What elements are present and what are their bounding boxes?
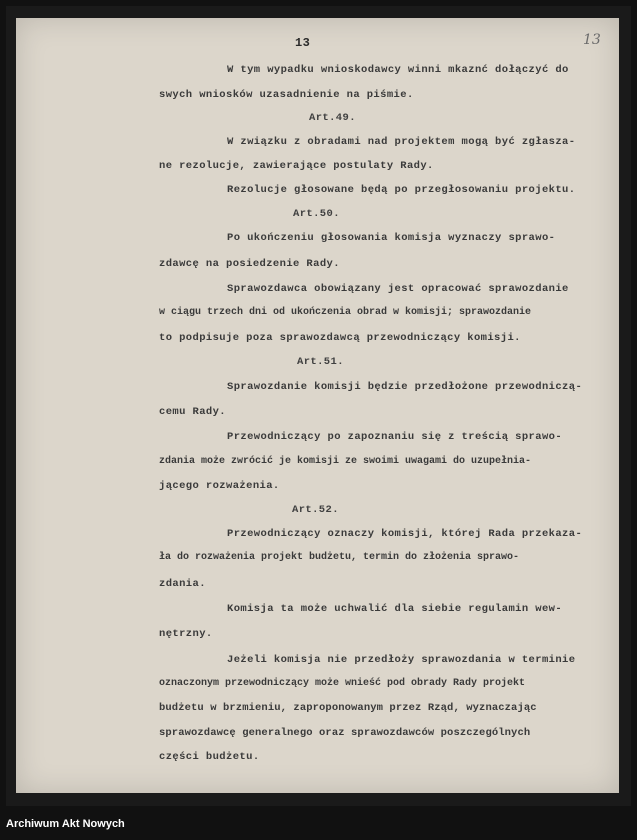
text-line: nętrzny. [159,628,213,640]
text-line: cemu Rady. [159,406,227,418]
article-heading: Art.50. [293,208,340,220]
text-line: Rezolucje głosowane będą po przegłosowaniu projektu. [227,184,576,196]
text-line: oznaczonym przewodniczący może wnieść pod obrady Rady projekt [159,678,526,689]
text-line: w ciągu trzech dni od ukończenia obrad w komisji; sprawozdanie [159,307,532,318]
archive-footer [0,806,637,840]
text-line: W związku z obradami nad projektem mogą być zgłasza- [227,136,576,148]
text-line: ne rezolucje, zawierające postulaty Rady. [159,160,434,172]
text-line: zdania może zwrócić je komisji ze swoimi uwagami do uzupełnia- [159,456,532,467]
text-line: zdawcę na posiedzenie Rady. [159,258,340,270]
text-line: Po ukończeniu głosowania komisja wyznaczy sprawo- [227,232,556,244]
article-heading: Art.49. [309,112,356,124]
page-number: 13 [295,36,311,50]
text-line: sprawozdawcę generalnego oraz sprawozdawców poszczególnych [159,727,531,739]
text-line: Przewodniczący oznaczy komisji, której Rada przekaza- [227,528,583,540]
text-line: Sprawozdanie komisji będzie przedłożone przewodniczą- [227,381,583,393]
archive-label: Archiwum Akt Nowych [6,818,125,830]
text-line: ła do rozważenia projekt budżetu, termin do złożenia sprawo- [159,552,520,563]
article-heading: Art.51. [297,356,344,368]
pencil-page-number: 13 [583,32,601,48]
article-heading: Art.52. [292,504,339,516]
text-line: części budżetu. [159,751,260,763]
text-line: swych wniosków uzasadnienie na piśmie. [159,89,414,101]
text-line: Sprawozdawca obowiązany jest opracować sprawozdanie [227,283,569,295]
text-line: Komisja ta może uchwalić dla siebie regulamin wew- [227,603,563,615]
text-line: jącego rozważenia. [159,480,280,492]
text-line: zdania. [159,578,206,590]
text-line: budżetu w brzmieniu, zaproponowanym przez Rząd, wyznaczając [159,702,537,714]
document-page [16,18,619,793]
text-line: Jeżeli komisja nie przedłoży sprawozdania w terminie [227,654,576,666]
text-line: W tym wypadku wnioskodawcy winni mkaznć dołączyć do [227,64,569,76]
text-line: to podpisuje poza sprawozdawcą przewodniczący komisji. [159,332,521,344]
text-line: Przewodniczący po zapoznaniu się z treścią sprawo- [227,431,563,443]
